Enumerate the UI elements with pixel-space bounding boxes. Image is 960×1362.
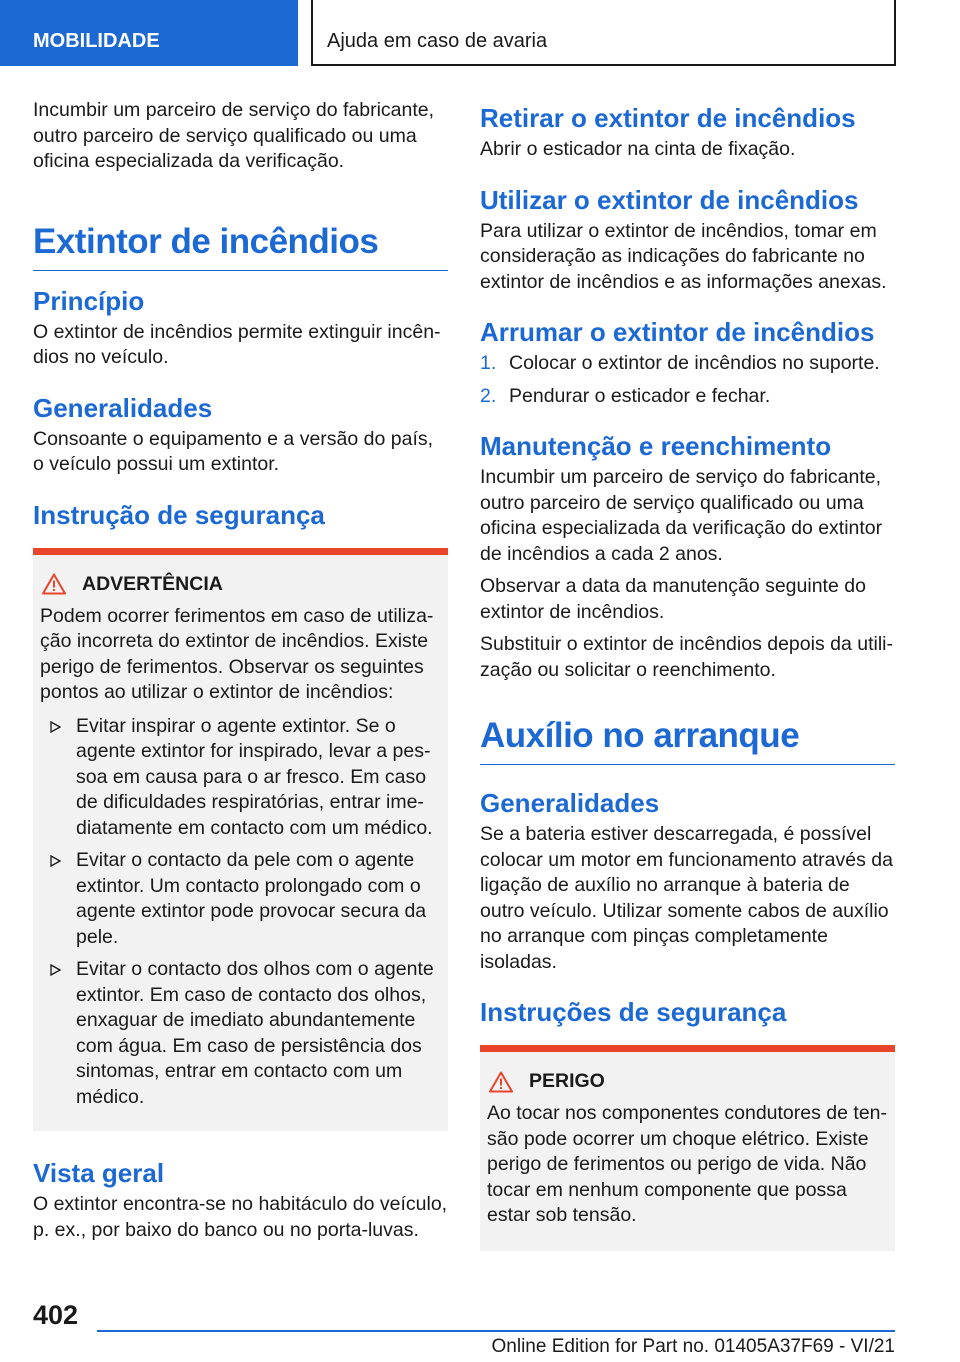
step-text: Pendurar o esticador e fechar. <box>509 384 771 407</box>
remove-paragraph: Abrir o esticador na cinta de fixação. <box>480 138 796 160</box>
triangle-bullet-icon <box>50 964 61 976</box>
steps-list <box>480 351 895 409</box>
maintenance-paragraph-3: Substituir o extintor de incêndios depois da utilização ou solicitar o reenchimento. <box>480 633 893 681</box>
maintenance-paragraph-1: Incumbir um parceiro de serviço do fabricante, outro parceiro de serviço qualificado ou uma oficina especializada da verificação do extintor de incêndios a cada 2 anos. <box>480 466 883 565</box>
overview-paragraph: O extintor encontra-se no habitáculo do veículo, p. ex., por baixo do banco ou no porta-luvas. <box>33 1193 448 1241</box>
edition-note: Online Edition for Part no. 01405A37F69 - VI/21 <box>491 1336 895 1357</box>
heading-vista-geral: Vista geral <box>33 1158 165 1188</box>
section-tab: MOBILIDADE <box>0 0 298 66</box>
list-item <box>480 351 895 377</box>
list-item-text: Evitar o contacto dos olhos com o agente extintor. Em caso de contacto dos olhos, enxaguar de imediato abundantemente com água. Em caso de persistência dos sintomas, entrar em contacto com um médico. <box>76 958 434 1108</box>
section-title-auxilio: Auxílio no arranque <box>480 716 895 765</box>
heading-manutencao: Manutenção e reenchimento <box>480 431 832 461</box>
list-item-text: Evitar o contacto da pele com o agente extintor. Um contacto prolongado com o agente extintor pode provocar secura da pele. <box>76 849 427 948</box>
warning-triangle-icon <box>489 1071 513 1093</box>
triangle-bullet-icon <box>50 721 61 733</box>
list-item-text: Evitar inspirar o agente extintor. Se o agente extintor for inspirado, levar a pessoa em causa para o ar fresco. Em caso de dificuldades respiratórias, entrar imediatamente em contacto com um médico. <box>76 714 433 839</box>
heading-instrucao-seguranca: Instrução de segurança <box>33 499 325 530</box>
section-title-extintor: Extintor de incêndios <box>33 222 448 271</box>
use-paragraph: Para utilizar o extintor de incêndios, tomar em consideração as indicações do fabricante no extintor de incêndios e as informações anexas. <box>480 219 887 293</box>
list-item <box>480 384 895 410</box>
left-column <box>33 98 448 1250</box>
list-item <box>50 957 440 1110</box>
heading-arrumar: Arrumar o extintor de incêndios <box>480 317 875 347</box>
warning-header <box>40 573 440 596</box>
maintenance-paragraph-2: Observar a data da manutenção seguinte do extintor de incêndios. <box>480 575 866 623</box>
warning-label: ADVERTÊNCIA <box>82 572 223 595</box>
chapter-title: Ajuda em caso de avaria <box>311 0 896 66</box>
jump-general-paragraph: Se a bateria estiver descarregada, é possível colocar um motor em funcionamento através da ligação de auxílio no arranque à bateria de outro veículo. Utilizar somente cabos de auxílio no arranque com pinças completamente isoladas. <box>480 823 893 973</box>
danger-label: PERIGO <box>529 1070 605 1092</box>
general-paragraph: Consoante o equipamento e a versão do país, o veículo possui um extintor. <box>33 427 434 475</box>
heading-generalidades-auxilio: Generalidades <box>480 788 660 818</box>
warning-list <box>40 714 440 1111</box>
intro-paragraph: Incumbir um parceiro de serviço do fabricante, outro parceiro de serviço qualificado ou uma oficina especializada da verificação. <box>33 99 435 172</box>
principle-paragraph: O extintor de incêndios permite extinguir incêndios no veículo. <box>33 320 441 368</box>
heading-instrucoes-seguranca: Instruções de segurança <box>480 997 787 1027</box>
heading-principio: Princípio <box>33 285 145 316</box>
heading-utilizar: Utilizar o extintor de incêndios <box>480 184 859 215</box>
warning-text: Podem ocorrer ferimentos em caso de utilização incorreta do extintor de incêndios. Existe perigo de ferimentos. Observar os seguintes pontos ao utilizar o extintor de incêndios: <box>40 604 434 703</box>
triangle-bullet-icon <box>50 855 61 867</box>
page-header <box>0 0 960 66</box>
heading-generalidades: Generalidades <box>33 392 213 423</box>
heading-retirar: Retirar o extintor de incêndios <box>480 103 856 133</box>
warning-triangle-icon <box>42 573 66 595</box>
step-number: 2. <box>480 384 497 407</box>
warning-box <box>33 548 448 1132</box>
danger-text: Ao tocar nos componentes condutores de tensão pode ocorrer um choque elétrico. Existe perigo de ferimentos ou perigo de vida. Não tocar em nenhum componente que possa estar sob tensão. <box>487 1102 888 1226</box>
list-item <box>50 848 440 950</box>
step-text: Colocar o extintor de incêndios no suporte. <box>509 352 880 374</box>
step-number: 1. <box>480 352 497 374</box>
page-number: 402 <box>33 1300 79 1330</box>
list-item <box>50 714 440 842</box>
right-column <box>480 102 895 1251</box>
footer-divider <box>97 1330 895 1332</box>
danger-header <box>487 1070 887 1093</box>
danger-box <box>480 1045 895 1251</box>
